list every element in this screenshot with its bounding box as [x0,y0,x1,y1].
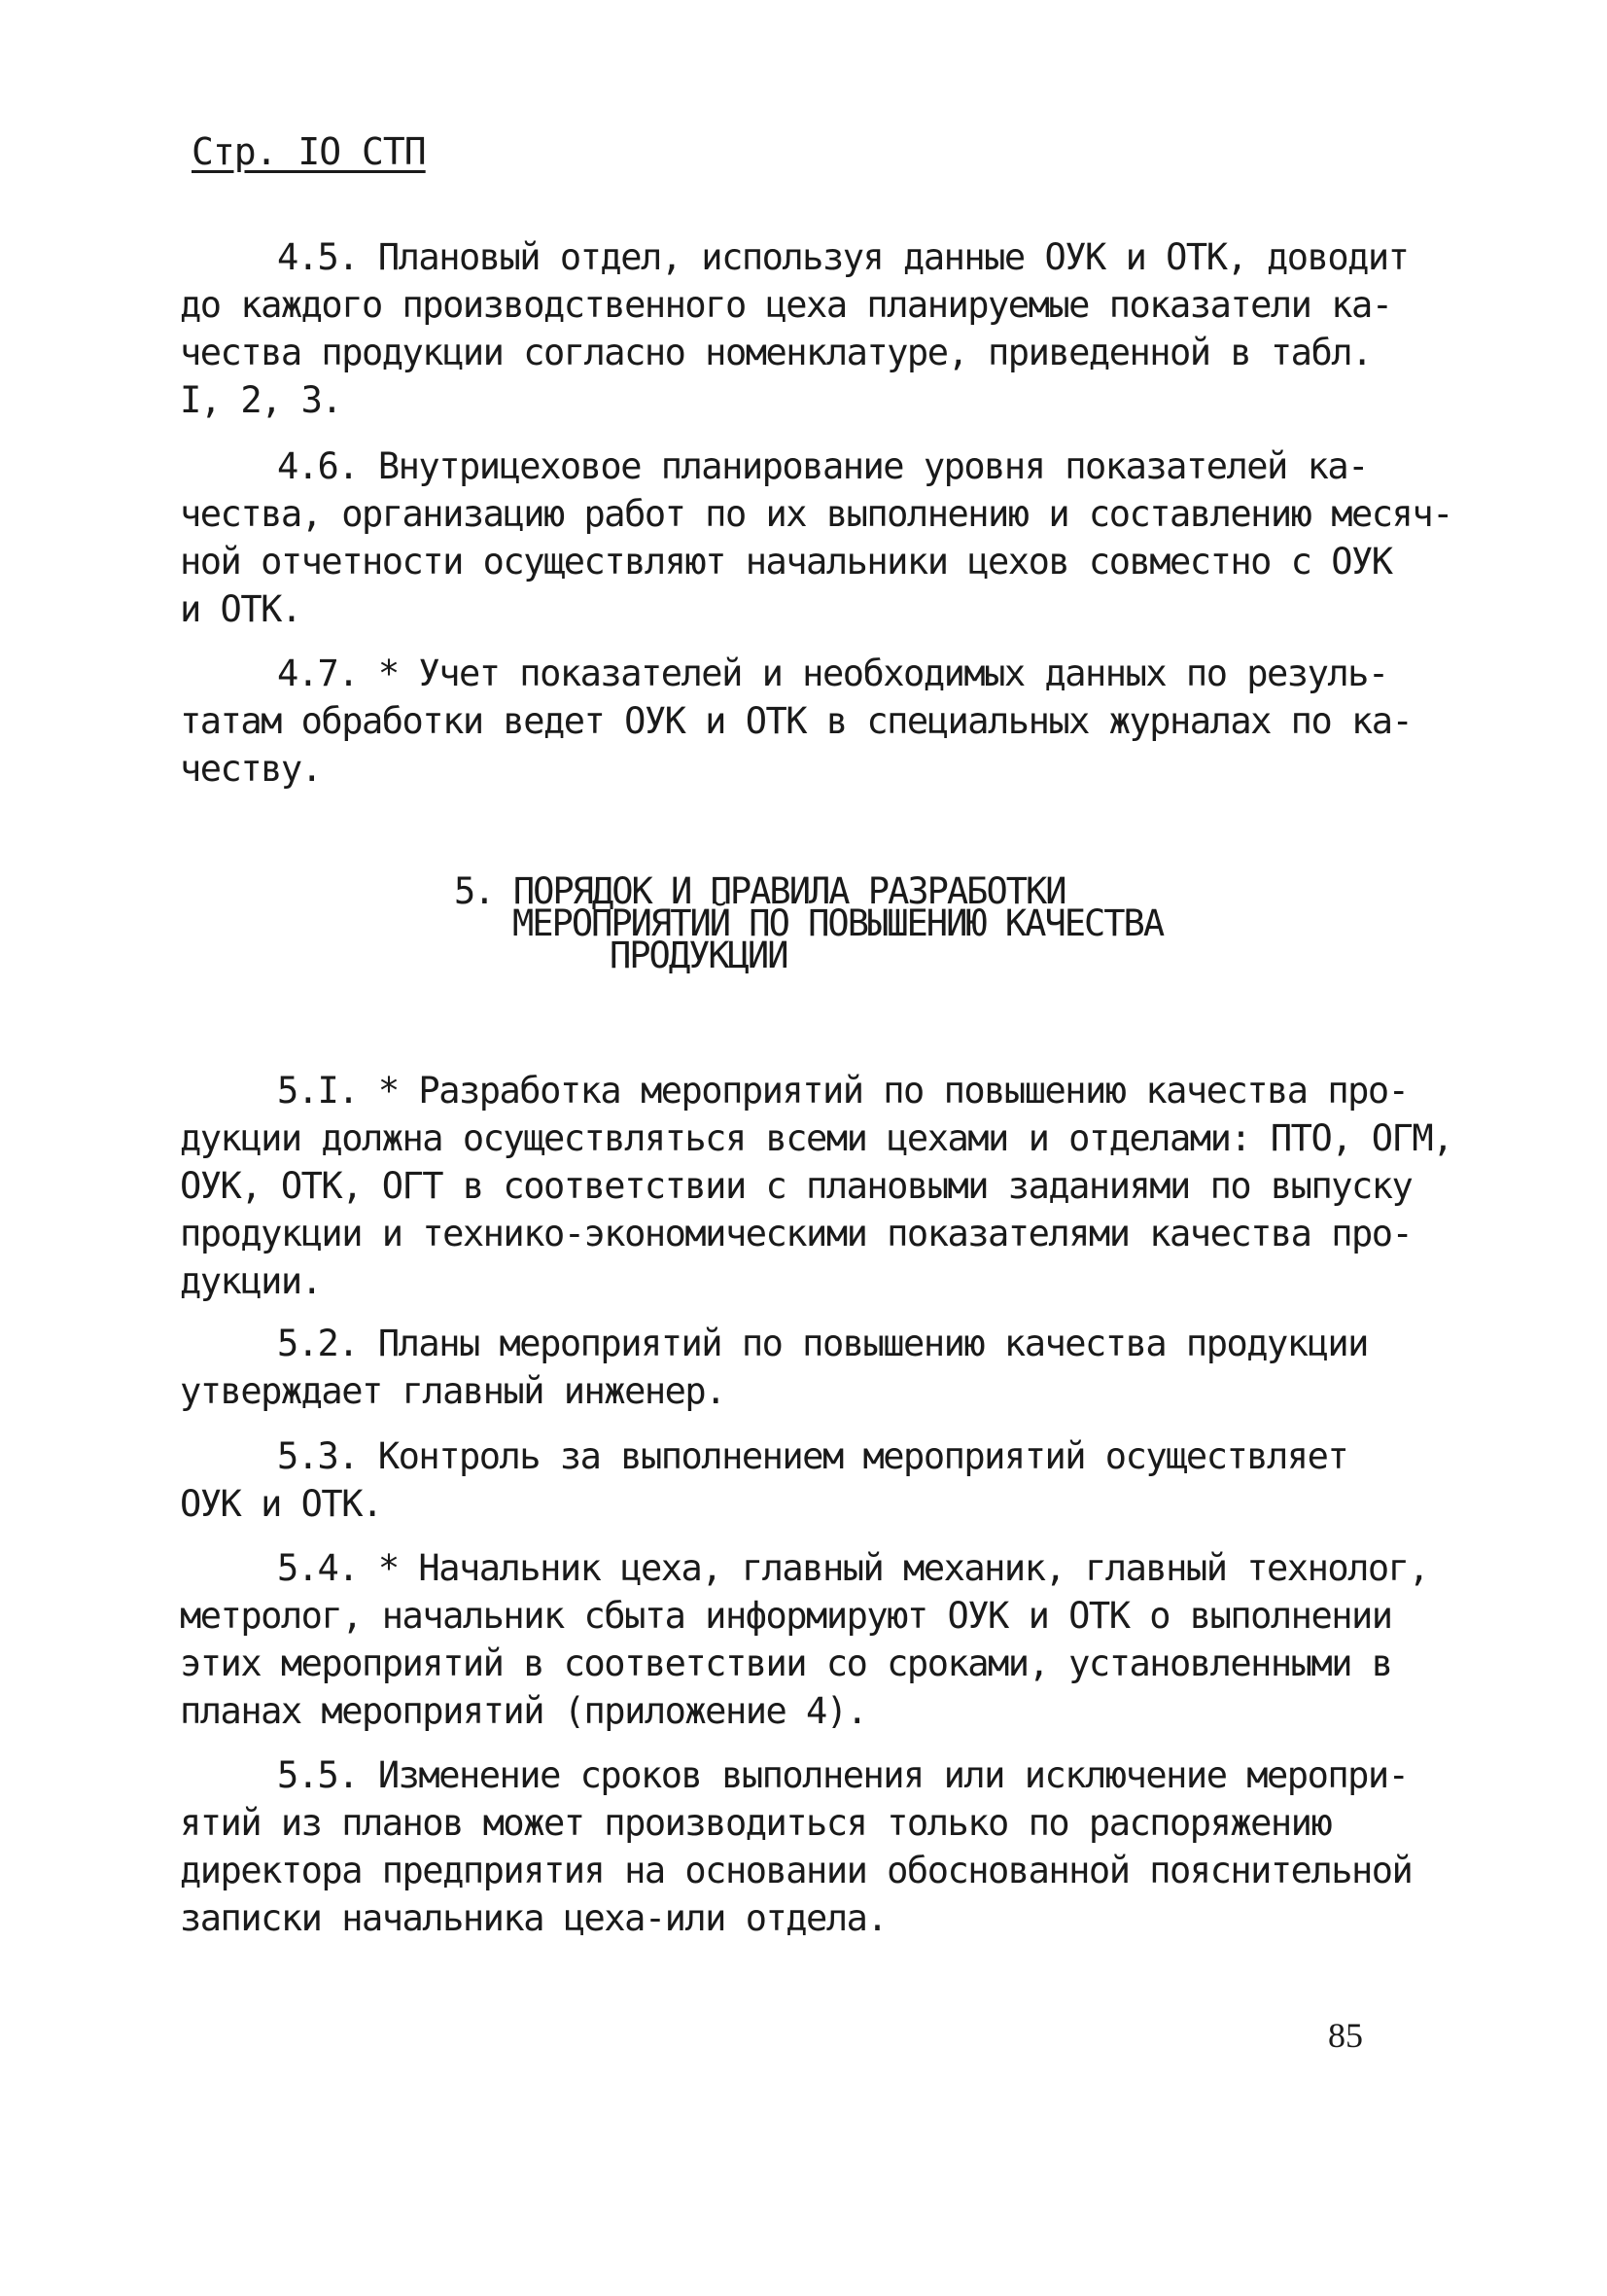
heading-line: МЕРОПРИЯТИЙ ПО ПОВЫШЕНИЮ КАЧЕСТВА [512,902,1164,944]
paragraph-4-7 [180,650,1415,793]
text-line: татам обработки ведет ОУК и ОТК в специальных журналах по ка- [180,700,1413,742]
text-line: 4.7. * Учет показателей и необходимых данных по резуль- [277,653,1388,694]
text-line: 5.3. Контроль за выполнением мероприятий осуществляет [277,1435,1348,1477]
text-line: ОУК и ОТК. [180,1483,382,1525]
text-line: 5.4. * Начальник цеха, главный механик, главный технолог, [277,1547,1429,1589]
text-line: и ОТК. [180,588,301,630]
text-line: этих мероприятий в соответствии со сроками, установленными в [180,1643,1392,1684]
text-line: продукции и технико-экономическими показателями качества про- [180,1213,1413,1254]
paragraph-5-3 [180,1432,1415,1528]
text-line: планах мероприятий (приложение 4). [180,1690,867,1732]
text-line: I, 2, 3. [180,379,342,421]
paragraph-4-5 [180,233,1415,424]
text-line: 5.5. Изменение сроков выполнения или исключение меропри- [277,1754,1409,1796]
paragraph-5-4 [180,1544,1429,1735]
text-line: 5.2. Планы мероприятий по повышению качества продукции [277,1323,1368,1364]
paragraph-4-6 [180,442,1452,633]
heading-line: ПРОДУКЦИИ [610,935,787,976]
paragraph-5-5 [180,1751,1415,1942]
paragraph-5-2 [180,1320,1415,1415]
text-line: метролог, начальник сбыта информируют ОУК и ОТК о выполнении [180,1595,1392,1637]
text-line: ОУК, ОТК, ОГТ в соответствии с плановыми заданиями по выпуску [180,1165,1413,1207]
section-5-heading [0,870,1607,976]
text-line: утверждает главный инженер. [180,1370,725,1412]
text-line: чества продукции согласно номенклатуре, приведенной в табл. [180,332,1372,373]
paragraph-5-1 [180,1067,1452,1305]
text-line: 4.6. Внутрицеховое планирование уровня показателей ка- [277,445,1368,487]
text-line: записки начальника цеха-или отдела. [180,1897,888,1939]
page-number: 85 [1328,2016,1363,2055]
text-line: 5.I. * Разработка мероприятий по повышению качества про- [277,1070,1409,1112]
text-line: до каждого производственного цеха планируемые показатели ка- [180,284,1392,326]
text-line: ятий из планов может производиться только по распоряжению [180,1802,1332,1844]
page-header-reference: Стр. IO СТП [192,130,426,173]
text-line: ной отчетности осуществляют начальники цехов совместно с ОУК [180,541,1392,583]
text-line: честву. [180,748,322,790]
text-line: директора предприятия на основании обоснованной пояснительной [180,1850,1413,1891]
text-line: чества, организацию работ по их выполнению и составлению месяч- [180,493,1452,535]
text-line: дукции должна осуществляться всеми цехами и отделами: ПТО, ОГМ, [180,1117,1452,1159]
heading-line: 5. ПОРЯДОК И ПРАВИЛА РАЗРАБОТКИ [454,870,1066,912]
text-line: 4.5. Плановый отдел, используя данные ОУК и ОТК, доводит [277,236,1409,278]
text-line: дукции. [180,1260,322,1302]
